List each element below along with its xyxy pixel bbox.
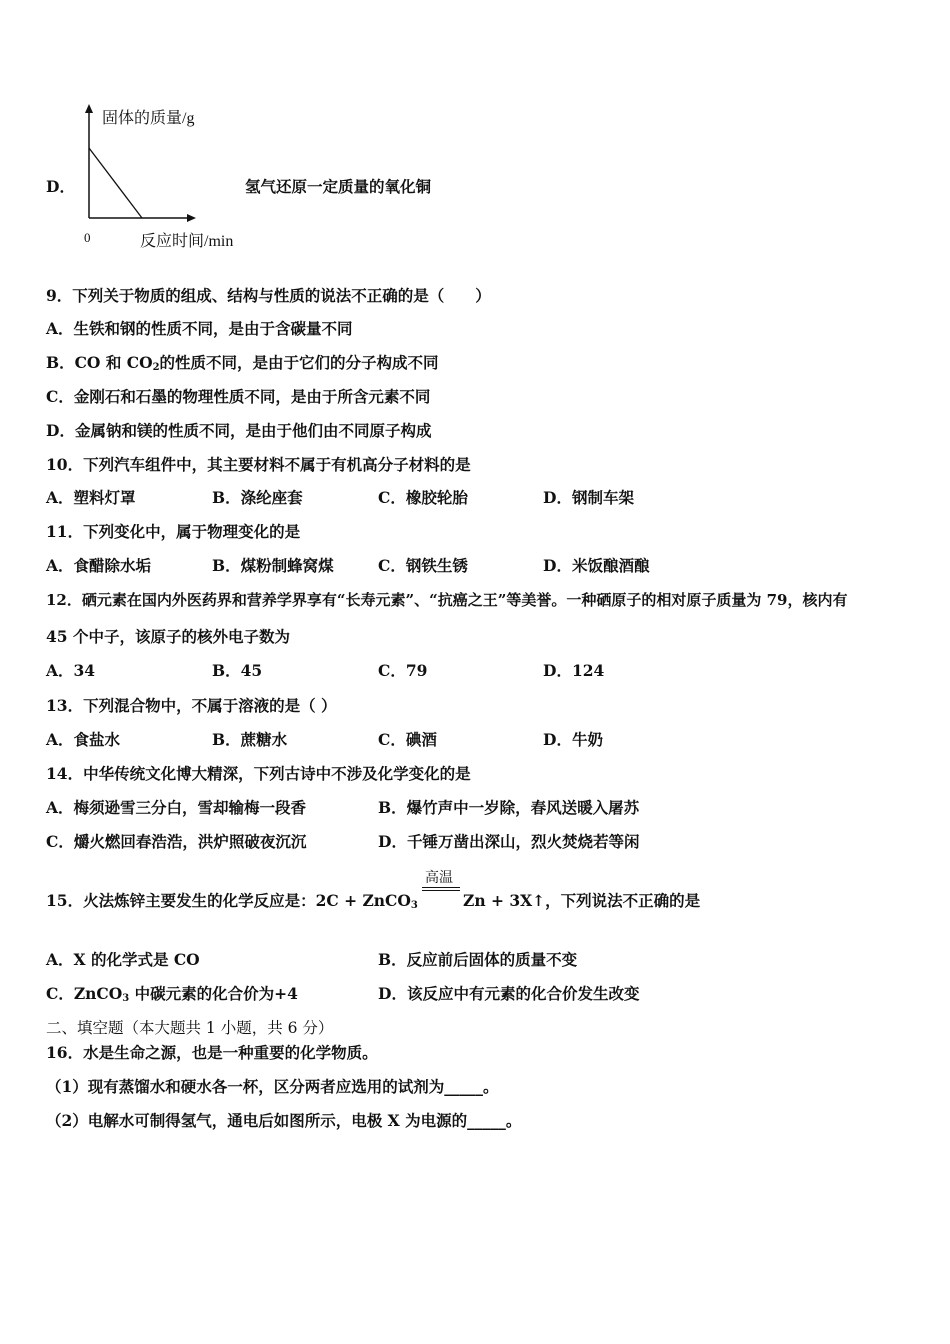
q10-stem: 10．下列汽车组件中，其主要材料不属于有机高分子材料的是: [46, 455, 471, 474]
q11-option-c: C．钢铁生锈: [378, 556, 468, 575]
q15-stem-pre: 15．火法炼锌主要发生的化学反应是：2C + ZnCO$_3$: [46, 891, 418, 911]
q9-stem: 9．下列关于物质的组成、结构与性质的说法不正确的是（ ）: [46, 286, 491, 305]
q13-stem: 13．下列混合物中，不属于溶液的是（ ）: [46, 696, 337, 715]
q12-option-c: C．79: [378, 661, 428, 680]
origin-label: 0: [84, 230, 91, 245]
q13-option-d: D．牛奶: [543, 730, 603, 749]
q16-stem: 16．水是生命之源，也是一种重要的化学物质。: [46, 1043, 378, 1062]
q14-stem: 14．中华传统文化博大精深，下列古诗中不涉及化学变化的是: [46, 764, 471, 783]
mass-decrease-line: [89, 148, 142, 218]
graph-caption: 氢气还原一定质量的氧化铜: [245, 177, 432, 196]
q15-stem-post: Zn + 3X↑，下列说法不正确的是: [463, 891, 701, 910]
y-axis-label: 固体的质量/g: [102, 110, 195, 127]
q12-stem-line2: 45 个中子，该原子的核外电子数为: [46, 627, 290, 646]
q14-option-c: C．爝火燃回春浩浩，洪炉照破夜沉沉: [46, 832, 307, 851]
q15-option-c: C．ZnCO$_3$ 中碳元素的化合价为+4: [46, 984, 298, 1004]
q12-stem-line1: 12．硒元素在国内外医药界和营养学界享有“长寿元素”、“抗癌之王”等美誉。一种硒原子的相对原子质量为 79，核内有: [46, 591, 848, 609]
q13-option-c: C．碘酒: [378, 730, 437, 749]
q12-option-d: D．124: [543, 661, 605, 680]
q11-option-b: B．煤粉制蜂窝煤: [212, 556, 334, 575]
y-axis-arrow: [85, 104, 93, 113]
q12-option-a: A．34: [46, 661, 96, 680]
q10-option-b: B．涤纶座套: [212, 488, 303, 507]
q16-part-1: （1）现有蒸馏水和硬水各一杯，区分两者应选用的试剂为_____。: [46, 1077, 499, 1096]
q11-stem: 11．下列变化中，属于物理变化的是: [46, 522, 301, 541]
q9-option-c: C．金刚石和石墨的物理性质不同，是由于所含元素不同: [46, 387, 431, 406]
reaction-equals-sign: [422, 887, 460, 891]
q11-option-d: D．米饭酿酒酿: [543, 556, 650, 575]
q13-option-b: B．蔗糖水: [212, 730, 288, 749]
x-axis-arrow: [187, 214, 196, 222]
q14-option-a: A．梅须逊雪三分白，雪却输梅一段香: [46, 798, 307, 817]
q14-option-b: B．爆竹声中一岁除，春风送暖入屠苏: [378, 798, 640, 817]
q9-option-b: B．CO 和 $CO_2$的性质不同，是由于它们的分子构成不同: [46, 353, 439, 373]
q15-option-d: D．该反应中有元素的化合价发生改变: [378, 984, 640, 1003]
x-axis-label: 反应时间/min: [140, 233, 234, 250]
q14-option-d: D．千锤万凿出深山，烈火焚烧若等闲: [378, 832, 640, 851]
q15-option-a: A．X 的化学式是 CO: [46, 950, 200, 969]
q10-option-c: C．橡胶轮胎: [378, 488, 468, 507]
q9-option-a: A．生铁和钢的性质不同，是由于含碳量不同: [46, 319, 353, 338]
q12-option-b: B．45: [212, 661, 263, 680]
q10-option-a: A．塑料灯罩: [46, 488, 136, 507]
reaction-condition: 高温: [425, 870, 453, 886]
q15-option-b: B．反应前后固体的质量不变: [378, 950, 578, 969]
q10-option-d: D．钢制车架: [543, 488, 634, 507]
q11-option-a: A．食醋除水垢: [46, 556, 152, 575]
q9-option-d: D．金属钠和镁的性质不同，是由于他们由不同原子构成: [46, 421, 432, 440]
q16-part-2: （2）电解水可制得氢气，通电后如图所示，电极 X 为电源的_____。: [46, 1111, 522, 1130]
option-d-label: D．: [46, 177, 75, 196]
section-2-title: 二、填空题（本大题共 1 小题，共 6 分）: [46, 1019, 334, 1037]
q13-option-a: A．食盐水: [46, 730, 121, 749]
